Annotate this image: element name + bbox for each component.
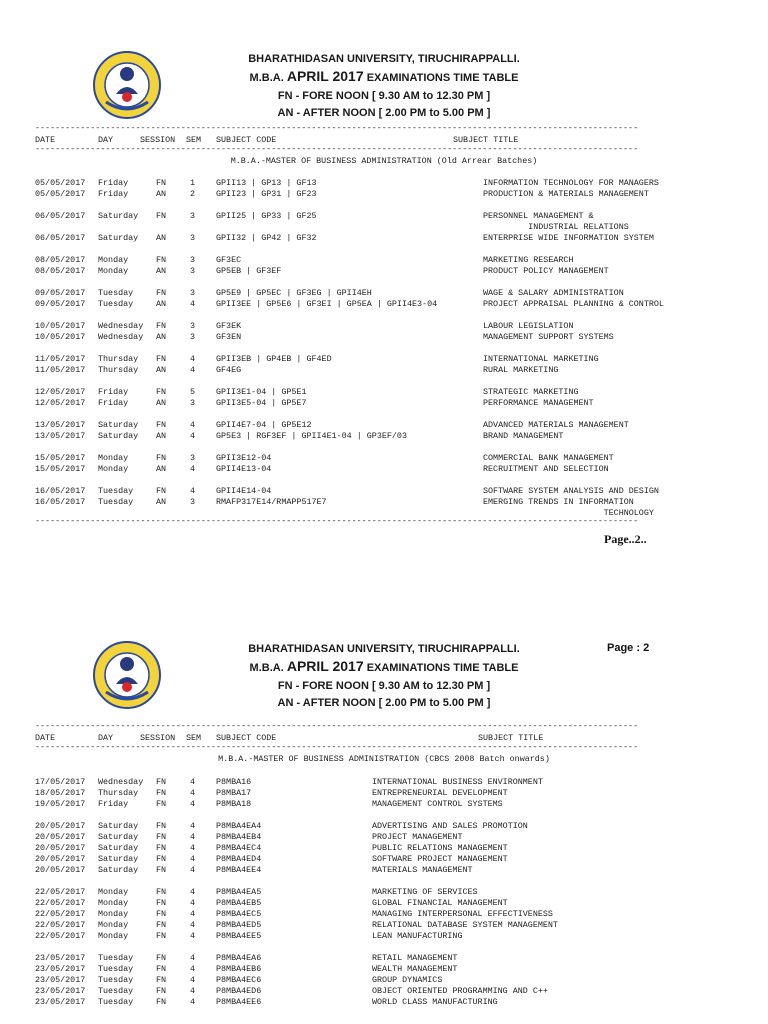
cell-session: FN	[156, 865, 167, 875]
cell-sem: 4	[190, 909, 196, 919]
cell-date: 11/05/2017	[35, 365, 86, 375]
cell-sem: 4	[190, 777, 196, 787]
cell-session: FN	[156, 997, 167, 1007]
cell-sem: 3	[190, 233, 196, 243]
cell-date: 05/05/2017	[35, 189, 86, 199]
cell-date: 22/05/2017	[35, 898, 86, 908]
cell-day: Saturday	[98, 420, 139, 430]
cell-day: Tuesday	[98, 953, 134, 963]
col-date: DATE	[35, 135, 56, 145]
cell-session: FN	[156, 920, 167, 930]
cell-sem: 4	[190, 997, 196, 1007]
cell-title: MANAGING INTERPERSONAL EFFECTIVENESS	[372, 909, 553, 919]
cell-day: Tuesday	[98, 497, 134, 507]
an-session-timing: AN - AFTER NOON [ 2.00 PM to 5.00 PM ]	[277, 697, 491, 709]
cell-code: GF3EN	[216, 332, 242, 342]
cell-title: PUBLIC RELATIONS MANAGEMENT	[372, 843, 508, 853]
cell-sem: 4	[190, 964, 196, 974]
cell-session: AN	[156, 332, 167, 342]
cell-day: Tuesday	[98, 975, 134, 985]
cell-date: 19/05/2017	[35, 799, 86, 809]
cell-code: P8MBA16	[216, 777, 252, 787]
cell-session: FN	[156, 453, 167, 463]
cell-date: 23/05/2017	[35, 953, 86, 963]
an-session-timing: AN - AFTER NOON [ 2.00 PM to 5.00 PM ]	[277, 107, 491, 119]
cell-session: FN	[156, 255, 167, 265]
cell-session: FN	[156, 486, 167, 496]
cell-date: 06/05/2017	[35, 211, 86, 221]
cell-session: AN	[156, 497, 167, 507]
cell-sem: 4	[190, 953, 196, 963]
cell-title: WAGE & SALARY ADMINISTRATION	[483, 288, 624, 298]
cell-sem: 4	[190, 299, 196, 309]
cell-title: SOFTWARE PROJECT MANAGEMENT	[372, 854, 508, 864]
cell-code: GPII3E1-04 | GP5E1	[216, 387, 307, 397]
cell-date: 11/05/2017	[35, 354, 86, 364]
cell-sem: 4	[190, 365, 196, 375]
cell-date: 17/05/2017	[35, 777, 86, 787]
cell-title: LABOUR LEGISLATION	[483, 321, 574, 331]
cell-session: FN	[156, 821, 167, 831]
cell-day: Friday	[98, 799, 129, 809]
cell-sem: 4	[190, 832, 196, 842]
cell-date: 15/05/2017	[35, 453, 86, 463]
exam-title: M.B.A. APRIL 2017 EXAMINATIONS TIME TABLE	[249, 68, 519, 84]
cell-session: AN	[156, 233, 167, 243]
cell-session: AN	[156, 299, 167, 309]
cell-date: 10/05/2017	[35, 332, 86, 342]
cell-day: Monday	[98, 255, 129, 265]
cell-date: 05/05/2017	[35, 178, 86, 188]
university-name: BHARATHIDASAN UNIVERSITY, TIRUCHIRAPPALLI.	[248, 53, 520, 65]
cell-code: P8MBA4EC5	[216, 909, 262, 919]
cell-session: FN	[156, 898, 167, 908]
cell-code: P8MBA17	[216, 788, 252, 798]
cell-session: FN	[156, 887, 167, 897]
cell-date: 06/05/2017	[35, 233, 86, 243]
col-day: DAY	[98, 733, 114, 743]
cell-sem: 3	[190, 497, 196, 507]
col-sem: SEM	[186, 135, 202, 145]
cell-title: MANAGEMENT SUPPORT SYSTEMS	[483, 332, 614, 342]
cell-date: 09/05/2017	[35, 299, 86, 309]
cell-session: FN	[156, 788, 167, 798]
cell-sem: 3	[190, 266, 196, 276]
cell-sem: 4	[190, 975, 196, 985]
cell-session: FN	[156, 321, 167, 331]
col-date: DATE	[35, 733, 56, 743]
cell-sem: 4	[190, 931, 196, 941]
cell-day: Monday	[98, 887, 129, 897]
cell-date: 22/05/2017	[35, 931, 86, 941]
cell-sem: 4	[190, 799, 196, 809]
cell-session: FN	[156, 953, 167, 963]
cell-sem: 4	[190, 920, 196, 930]
cell-title: GLOBAL FINANCIAL MANAGEMENT	[372, 898, 508, 908]
cell-day: Saturday	[98, 854, 139, 864]
cell-title: EMERGING TRENDS IN INFORMATION	[483, 497, 634, 507]
cell-title: MARKETING OF SERVICES	[372, 887, 478, 897]
cell-code: GPII4E14-04	[216, 486, 272, 496]
cell-date: 12/05/2017	[35, 387, 86, 397]
cell-date: 12/05/2017	[35, 398, 86, 408]
col-session: SESSION	[140, 135, 176, 145]
cell-session: FN	[156, 178, 167, 188]
page-header	[0, 52, 768, 122]
cell-sem: 4	[190, 986, 196, 996]
cell-sem: 4	[190, 464, 196, 474]
cell-day: Saturday	[98, 843, 139, 853]
cell-day: Tuesday	[98, 997, 134, 1007]
cell-title: ENTERPRISE WIDE INFORMATION SYSTEM	[483, 233, 654, 243]
cell-day: Wednesday	[98, 777, 144, 787]
cell-sem: 5	[190, 387, 196, 397]
cell-code: GF4EG	[216, 365, 242, 375]
cell-code: P8MBA4EA5	[216, 887, 262, 897]
cell-day: Monday	[98, 909, 129, 919]
cell-date: 20/05/2017	[35, 843, 86, 853]
cell-day: Monday	[98, 920, 129, 930]
cell-code: P8MBA4EE5	[216, 931, 262, 941]
cell-date: 23/05/2017	[35, 986, 86, 996]
cell-session: FN	[156, 387, 167, 397]
cell-code: P8MBA4EA6	[216, 953, 262, 963]
cell-title: STRATEGIC MARKETING	[483, 387, 579, 397]
cell-session: FN	[156, 354, 167, 364]
cell-code: GPII13 | GP13 | GF13	[216, 178, 317, 188]
cell-day: Monday	[98, 453, 129, 463]
cell-title: PERFORMANCE MANAGEMENT	[483, 398, 594, 408]
cell-code: RMAFP317E14/RMAPP517E7	[216, 497, 327, 507]
cell-sem: 1	[190, 178, 196, 188]
cell-session: FN	[156, 799, 167, 809]
cell-day: Monday	[98, 464, 129, 474]
cell-sem: 4	[190, 431, 196, 441]
divider-line: ------------------------------------------------------------------------------------------------------------------------	[35, 124, 639, 133]
cell-day: Tuesday	[98, 288, 134, 298]
cell-date: 18/05/2017	[35, 788, 86, 798]
cell-code: GF3EK	[216, 321, 242, 331]
cell-date: 20/05/2017	[35, 865, 86, 875]
cell-session: FN	[156, 975, 167, 985]
cell-title: OBJECT ORIENTED PROGRAMMING AND C++	[372, 986, 548, 996]
cell-title: RECRUITMENT AND SELECTION	[483, 464, 609, 474]
cell-title: BRAND MANAGEMENT	[483, 431, 564, 441]
cell-title: MARKETING RESEARCH	[483, 255, 574, 265]
programme-section-title: M.B.A.-MASTER OF BUSINESS ADMINISTRATION (Old Arrear Batches)	[230, 156, 538, 166]
cell-sem: 3	[190, 211, 196, 221]
page-header	[0, 642, 768, 712]
cell-title: RETAIL MANAGEMENT	[372, 953, 458, 963]
cell-title: LEAN MANUFACTURING	[372, 931, 463, 941]
cell-code: GPII3E12-04	[216, 453, 272, 463]
cell-session: FN	[156, 420, 167, 430]
cell-day: Thursday	[98, 354, 139, 364]
col-subject-code: SUBJECT CODE	[216, 733, 277, 743]
divider-line: ------------------------------------------------------------------------------------------------------------------------	[35, 722, 639, 731]
cell-title: PROJECT MANAGEMENT	[372, 832, 463, 842]
cell-day: Monday	[98, 266, 129, 276]
cell-title: RELATIONAL DATABASE SYSTEM MANAGEMENT	[372, 920, 558, 930]
col-day: DAY	[98, 135, 114, 145]
cell-title: ADVANCED MATERIALS MANAGEMENT	[483, 420, 629, 430]
cell-day: Friday	[98, 387, 129, 397]
cell-code: GP5EB | GF3EF	[216, 266, 282, 276]
cell-session: AN	[156, 189, 167, 199]
cell-date: 08/05/2017	[35, 255, 86, 265]
col-session: SESSION	[140, 733, 176, 743]
cell-session: FN	[156, 211, 167, 221]
cell-sem: 4	[190, 887, 196, 897]
cell-title: MANAGEMENT CONTROL SYSTEMS	[372, 799, 503, 809]
cell-day: Monday	[98, 898, 129, 908]
cell-date: 22/05/2017	[35, 887, 86, 897]
cell-day: Wednesday	[98, 321, 144, 331]
cell-sem: 3	[190, 453, 196, 463]
col-sem: SEM	[186, 733, 202, 743]
cell-day: Saturday	[98, 431, 139, 441]
cell-day: Saturday	[98, 233, 139, 243]
cell-code: P8MBA4EE4	[216, 865, 262, 875]
cell-code: P8MBA4EA4	[216, 821, 262, 831]
cell-title: ADVERTISING AND SALES PROMOTION	[372, 821, 528, 831]
fn-session-timing: FN - FORE NOON [ 9.30 AM to 12.30 PM ]	[277, 90, 491, 102]
cell-code: GPII3EE | GP5E6 | GF3EI | GP5EA | GPII4E3-04	[216, 299, 438, 309]
cell-day: Tuesday	[98, 299, 134, 309]
cell-code: P8MBA18	[216, 799, 252, 809]
cell-code: GPII4E13-04	[216, 464, 272, 474]
cell-sem: 4	[190, 854, 196, 864]
cell-sem: 3	[190, 332, 196, 342]
cell-day: Tuesday	[98, 486, 134, 496]
cell-date: 20/05/2017	[35, 821, 86, 831]
cell-date: 22/05/2017	[35, 909, 86, 919]
cell-session: AN	[156, 398, 167, 408]
cell-session: FN	[156, 843, 167, 853]
cell-date: 16/05/2017	[35, 497, 86, 507]
cell-code: GP5E3 | RGF3EF | GPII4E1-04 | GP3EF/03	[216, 431, 407, 441]
cell-date: 23/05/2017	[35, 964, 86, 974]
cell-session: FN	[156, 909, 167, 919]
timetable-page-2	[0, 590, 768, 1024]
cell-title: PROJECT APPRAISAL PLANNING & CONTROL	[483, 299, 664, 309]
cell-code: GPII3EB | GP4EB | GF4ED	[216, 354, 332, 364]
cell-title: INFORMATION TECHNOLOGY FOR MANAGERS	[483, 178, 659, 188]
cell-session: FN	[156, 854, 167, 864]
col-subject-title: SUBJECT TITLE	[478, 733, 544, 743]
cell-sem: 2	[190, 189, 196, 199]
divider-line: ------------------------------------------------------------------------------------------------------------------------	[35, 517, 639, 526]
cell-date: 13/05/2017	[35, 420, 86, 430]
cell-date: 13/05/2017	[35, 431, 86, 441]
cell-sem: 4	[190, 821, 196, 831]
cell-code: P8MBA4EB6	[216, 964, 262, 974]
cell-title: GROUP DYNAMICS	[372, 975, 443, 985]
cell-title: INDUSTRIAL RELATIONS	[483, 222, 629, 232]
cell-sem: 3	[190, 321, 196, 331]
exam-title: M.B.A. APRIL 2017 EXAMINATIONS TIME TABLE	[249, 658, 519, 674]
cell-title: SOFTWARE SYSTEM ANALYSIS AND DESIGN	[483, 486, 659, 496]
cell-code: P8MBA4EC4	[216, 843, 262, 853]
cell-session: AN	[156, 365, 167, 375]
cell-day: Saturday	[98, 832, 139, 842]
divider-line: ------------------------------------------------------------------------------------------------------------------------	[35, 743, 639, 752]
cell-session: AN	[156, 266, 167, 276]
cell-date: 22/05/2017	[35, 920, 86, 930]
cell-title: PRODUCTION & MATERIALS MANAGEMENT	[483, 189, 649, 199]
cell-sem: 4	[190, 354, 196, 364]
cell-session: FN	[156, 986, 167, 996]
cell-day: Friday	[98, 398, 129, 408]
cell-code: P8MBA4EB4	[216, 832, 262, 842]
cell-day: Wednesday	[98, 332, 144, 342]
cell-code: P8MBA4ED6	[216, 986, 262, 996]
col-subject-code: SUBJECT CODE	[216, 135, 277, 145]
cell-title: TECHNOLOGY	[483, 508, 654, 518]
cell-date: 16/05/2017	[35, 486, 86, 496]
page-number: Page : 2	[607, 642, 650, 654]
cell-code: P8MBA4ED5	[216, 920, 262, 930]
cell-date: 20/05/2017	[35, 854, 86, 864]
cell-date: 23/05/2017	[35, 997, 86, 1007]
cell-title: INTERNATIONAL BUSINESS ENVIRONMENT	[372, 777, 543, 787]
cell-day: Monday	[98, 931, 129, 941]
cell-code: GPII4E7-04 | GP5E12	[216, 420, 312, 430]
divider-line: ------------------------------------------------------------------------------------------------------------------------	[35, 145, 639, 154]
cell-title: RURAL MARKETING	[483, 365, 559, 375]
cell-sem: 3	[190, 398, 196, 408]
cell-code: GF3EC	[216, 255, 242, 265]
cell-date: 20/05/2017	[35, 832, 86, 842]
cell-date: 10/05/2017	[35, 321, 86, 331]
cell-title: COMMERCIAL BANK MANAGEMENT	[483, 453, 614, 463]
cell-session: FN	[156, 832, 167, 842]
cell-sem: 4	[190, 788, 196, 798]
cell-date: 08/05/2017	[35, 266, 86, 276]
cell-day: Tuesday	[98, 986, 134, 996]
programme-section-title: M.B.A.-MASTER OF BUSINESS ADMINISTRATION (CBCS 2008 Batch onwards)	[218, 754, 550, 764]
cell-date: 23/05/2017	[35, 975, 86, 985]
cell-day: Thursday	[98, 365, 139, 375]
cell-date: 15/05/2017	[35, 464, 86, 474]
cell-title: MATERIALS MANAGEMENT	[372, 865, 473, 875]
cell-sem: 3	[190, 288, 196, 298]
cell-code: P8MBA4ED4	[216, 854, 262, 864]
cell-code: GPII3E5-04 | GP5E7	[216, 398, 307, 408]
page-continuation: Page..2..	[604, 532, 647, 546]
cell-title: ENTREPRENEURIAL DEVELOPMENT	[372, 788, 508, 798]
fn-session-timing: FN - FORE NOON [ 9.30 AM to 12.30 PM ]	[277, 680, 491, 692]
cell-sem: 4	[190, 898, 196, 908]
cell-day: Friday	[98, 189, 129, 199]
cell-day: Saturday	[98, 865, 139, 875]
cell-sem: 4	[190, 843, 196, 853]
cell-title: PRODUCT POLICY MANAGEMENT	[483, 266, 609, 276]
cell-day: Thursday	[98, 788, 139, 798]
university-name: BHARATHIDASAN UNIVERSITY, TIRUCHIRAPPALLI.	[248, 643, 520, 655]
cell-title: PERSONNEL MANAGEMENT &	[483, 211, 594, 221]
cell-session: FN	[156, 964, 167, 974]
cell-title: WEALTH MANAGEMENT	[372, 964, 458, 974]
cell-day: Saturday	[98, 211, 139, 221]
cell-title: WORLD CLASS MANUFACTURING	[372, 997, 498, 1007]
cell-title: INTERNATIONAL MARKETING	[483, 354, 599, 364]
cell-sem: 4	[190, 865, 196, 875]
cell-session: AN	[156, 464, 167, 474]
cell-session: FN	[156, 777, 167, 787]
cell-day: Saturday	[98, 821, 139, 831]
cell-code: GPII25 | GP33 | GF25	[216, 211, 317, 221]
cell-code: GP5E9 | GP5EC | GF3EG | GPII4EH	[216, 288, 372, 298]
cell-date: 09/05/2017	[35, 288, 86, 298]
cell-sem: 3	[190, 255, 196, 265]
cell-code: GPII32 | GP42 | GF32	[216, 233, 317, 243]
cell-session: AN	[156, 431, 167, 441]
cell-code: P8MBA4EB5	[216, 898, 262, 908]
cell-code: P8MBA4EC6	[216, 975, 262, 985]
cell-code: P8MBA4EE6	[216, 997, 262, 1007]
cell-day: Tuesday	[98, 964, 134, 974]
cell-sem: 4	[190, 486, 196, 496]
cell-sem: 4	[190, 420, 196, 430]
cell-day: Friday	[98, 178, 129, 188]
cell-code: GPII23 | GP31 | GF23	[216, 189, 317, 199]
cell-session: FN	[156, 288, 167, 298]
col-subject-title: SUBJECT TITLE	[453, 135, 519, 145]
cell-session: FN	[156, 931, 167, 941]
